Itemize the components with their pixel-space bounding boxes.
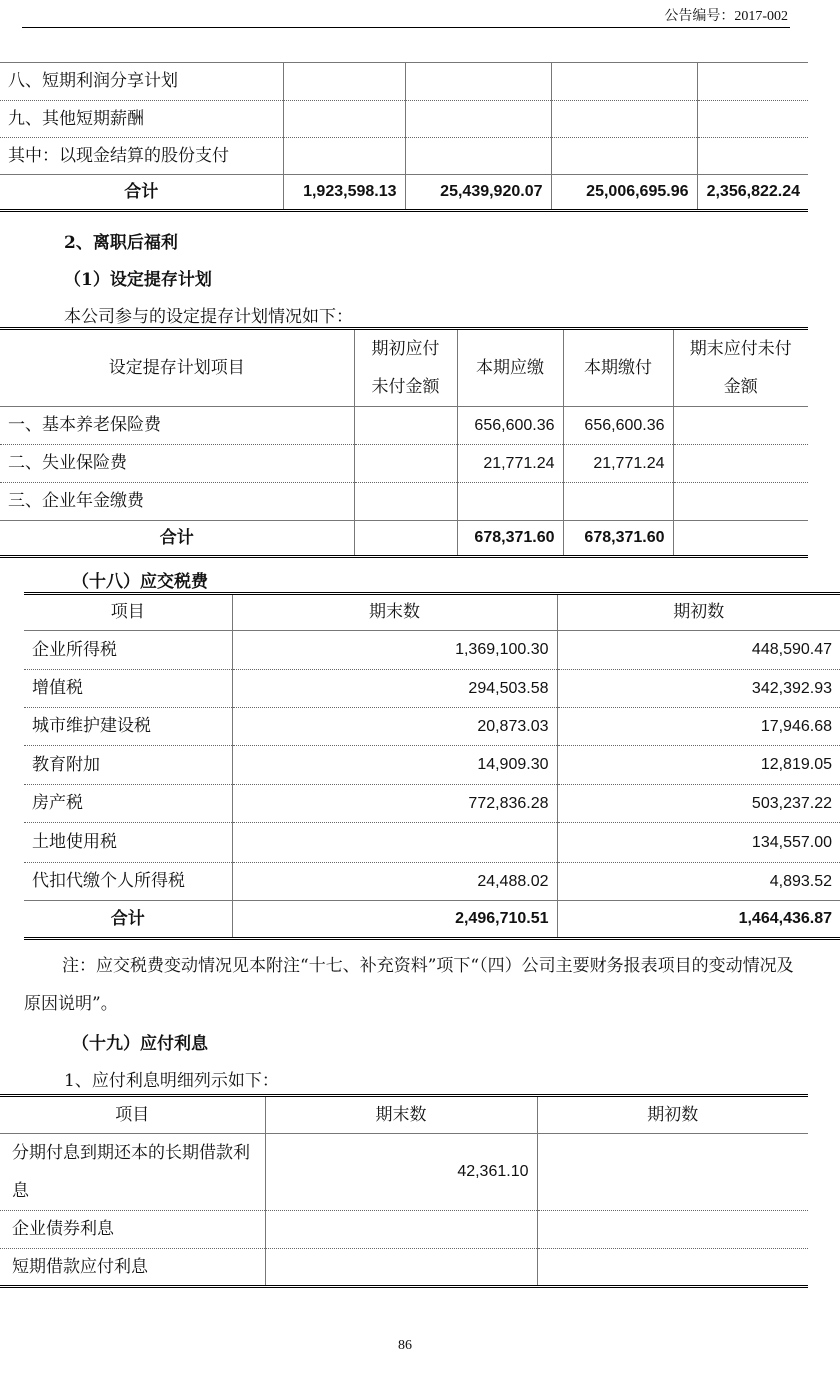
table-row: 房产税 772,836.28 503,237.22 <box>24 785 840 823</box>
header-row <box>24 594 840 631</box>
table-row: 城市维护建设税 20,873.03 17,946.68 <box>24 708 840 746</box>
row-label: 城市维护建设税 <box>24 708 232 746</box>
row-label: 企业债券利息 <box>0 1211 265 1249</box>
total-label: 合计 <box>159 527 194 548</box>
col-header-end: 期末数 <box>265 1096 537 1134</box>
table-row: 企业所得税 1,369,100.30 448,590.47 <box>24 631 840 670</box>
table-row: 二、失业保险费 21,771.24 21,771.24 <box>0 445 808 483</box>
table-row <box>0 101 808 138</box>
defined-contribution-table <box>0 327 808 558</box>
col-header-end: 期末应付未付金额 <box>673 329 808 407</box>
section-intro-interest-payable: 1、应付利息明细列示如下： <box>64 1071 279 1091</box>
section-heading-taxes-payable: （十八）应交税费 <box>72 572 208 592</box>
table-row: 代扣代缴个人所得税 24,488.02 4,893.52 <box>24 863 840 901</box>
table-row <box>0 1211 808 1249</box>
col-header-begin: 期初数 <box>537 1096 808 1134</box>
row-label: 土地使用税 <box>24 823 232 863</box>
total-label: 合计 <box>110 908 145 929</box>
table-row <box>0 63 808 101</box>
row-label: 九、其他短期薪酬 <box>0 101 283 138</box>
total-row: 合计 678,371.60 678,371.60 <box>0 521 808 557</box>
section-intro-defined-contribution: 本公司参与的设定提存计划情况如下： <box>64 307 353 327</box>
col-header-item: 项目 <box>110 602 145 623</box>
row-label: 企业所得税 <box>24 631 232 670</box>
tax-note: 注：应交税费变动情况见本附注“十七、补充资料”项下“（四）公司主要财务报表项目的变动情况及原因说明”。 <box>24 956 794 1014</box>
table-row: 土地使用税 134,557.00 <box>24 823 840 863</box>
row-label: 其中：以现金结算的股份支付 <box>8 145 229 166</box>
total-row: 合计 2,496,710.51 1,464,436.87 <box>24 901 840 939</box>
total-label: 合计 <box>124 181 159 202</box>
table-row: 分期付息到期还本的长期借款利息 42,361.10 <box>0 1134 808 1211</box>
row-label: 短期借款应付利息 <box>12 1256 148 1277</box>
col-header-begin: 期初应付未付金额 <box>354 329 457 407</box>
row-label: 二、失业保险费 <box>0 445 354 483</box>
short-term-compensation-table <box>0 62 808 212</box>
table-row <box>0 1249 808 1287</box>
section-heading-post-employment: 2、离职后福利 <box>64 233 178 253</box>
col-header-due: 本期应缴 <box>457 329 563 407</box>
row-label: 代扣代缴个人所得税 <box>32 871 185 892</box>
interest-payable-table <box>0 1094 808 1288</box>
announcement-code: 公告编号：2017-002 <box>664 9 788 24</box>
col-header-item: 设定提存计划项目 <box>108 357 245 378</box>
table-row: 教育附加 14,909.30 12,819.05 <box>24 746 840 785</box>
col-header-end: 期末数 <box>232 594 557 631</box>
page-number: 86 <box>398 1338 412 1353</box>
col-header-begin: 期初数 <box>557 594 840 631</box>
table-row <box>0 138 808 175</box>
header-rule <box>22 27 790 28</box>
header-row <box>0 329 808 407</box>
row-label: 分期付息到期还本的长期借款利息 <box>0 1134 265 1211</box>
col-header-item: 项目 <box>115 1104 150 1125</box>
header-row <box>0 1096 808 1134</box>
row-label: 房产税 <box>24 785 232 823</box>
table-row: 增值税 294,503.58 342,392.93 <box>24 670 840 708</box>
row-label: 教育附加 <box>24 746 232 785</box>
taxes-payable-table <box>24 592 840 940</box>
table-row: 一、基本养老保险费 656,600.36 656,600.36 <box>0 407 808 445</box>
row-label: 增值税 <box>24 670 232 708</box>
row-label: 三、企业年金缴费 <box>8 491 144 512</box>
row-label: 一、基本养老保险费 <box>0 407 354 445</box>
total-row: 合计 1,923,598.13 25,439,920.07 25,006,695.96 2,356,822.24 <box>0 175 808 211</box>
col-header-paid: 本期缴付 <box>563 329 673 407</box>
section-heading-defined-contribution: （1）设定提存计划 <box>64 270 212 290</box>
section-heading-interest-payable: （十九）应付利息 <box>72 1034 208 1054</box>
row-label: 八、短期利润分享计划 <box>0 63 283 101</box>
table-row <box>0 483 808 521</box>
